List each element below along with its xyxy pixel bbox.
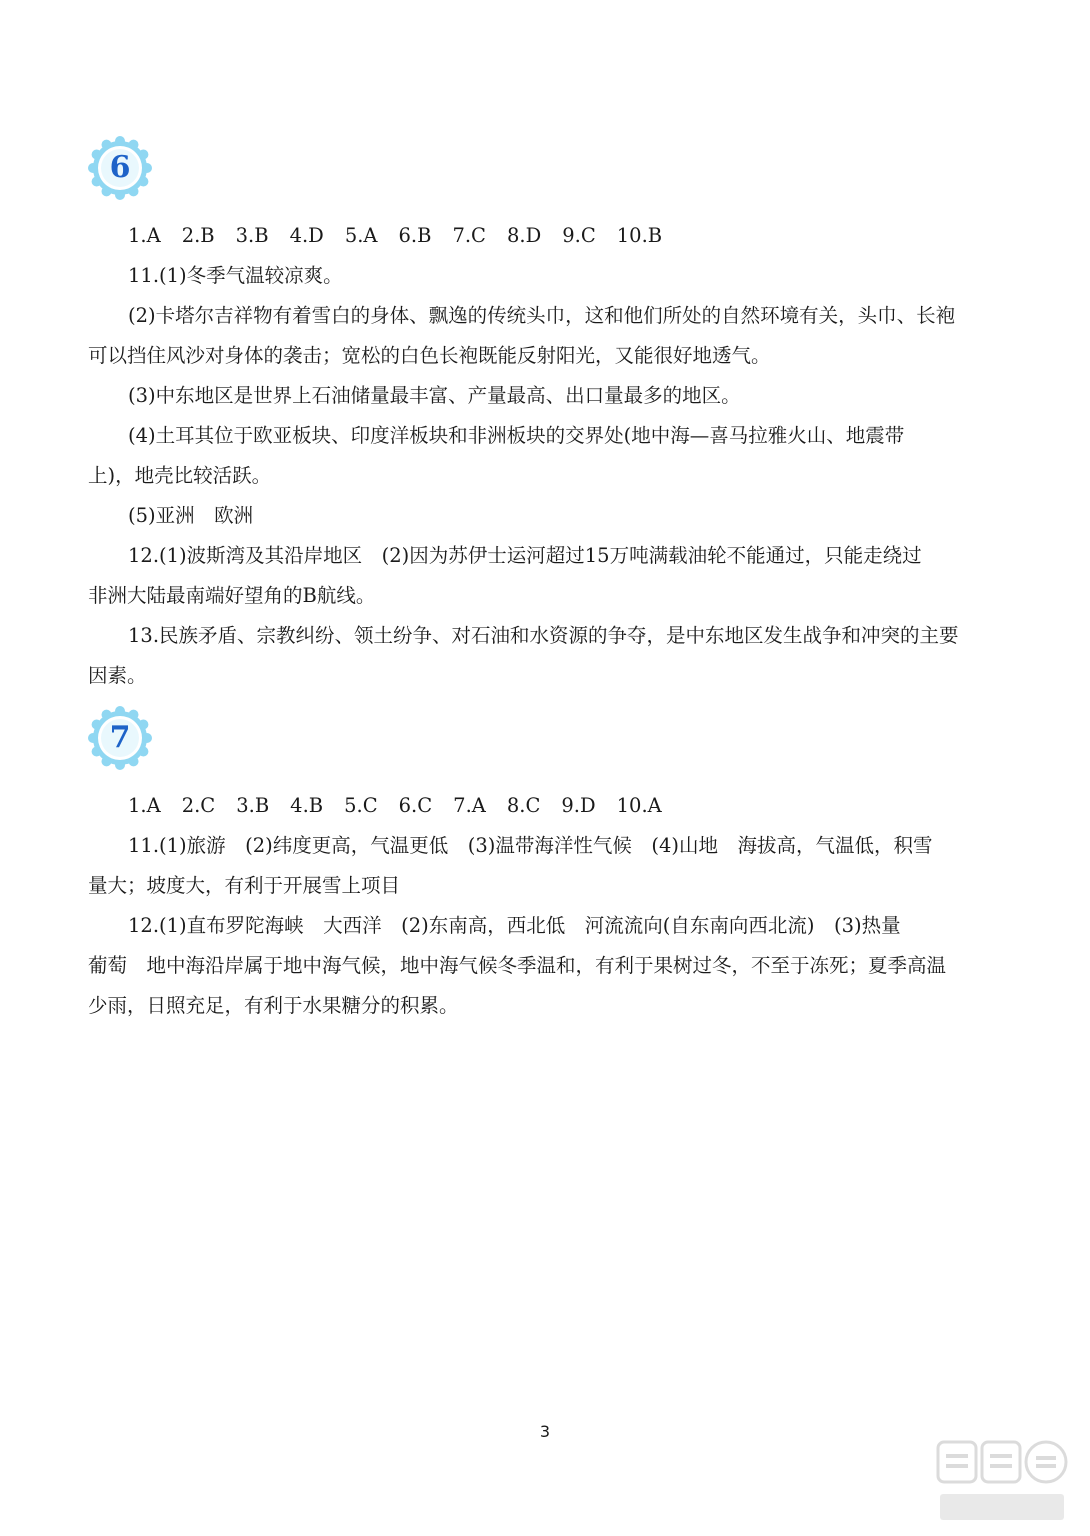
mc-answer: 2.B	[181, 224, 215, 247]
section-7	[88, 706, 1008, 1026]
mc-answer: 7.C	[452, 224, 486, 247]
answer-line: 12.(1)直布罗陀海峡 大西洋 (2)东南高，西北低 河流流向(自东南向西北流) (3)热量	[128, 914, 901, 937]
answer-line: 12.(1)波斯湾及其沿岸地区 (2)因为苏伊士运河超过15万吨满载油轮不能通过，只能走绕过	[128, 544, 922, 567]
answer-line: 11.(1)旅游 (2)纬度更高，气温更低 (3)温带海洋性气候 (4)山地 海拔高，气温低，积雪	[128, 834, 933, 857]
mc-answer: 2.C	[181, 794, 216, 817]
mc-answer: 9.D	[561, 794, 596, 817]
mc-answer: 6.B	[398, 224, 432, 247]
mc-answer: 5.C	[344, 794, 378, 817]
answer-line: 量大；坡度大，有利于开展雪上项目	[88, 874, 401, 897]
answer-line: 上)，地壳比较活跃。	[88, 464, 272, 487]
mc-answer: 10.A	[616, 794, 662, 817]
mc-answer: 9.C	[562, 224, 596, 247]
answer-line: (4)土耳其位于欧亚板块、印度洋板块和非洲板块的交界处(地中海—喜马拉雅火山、地震带	[128, 424, 905, 447]
answer-block	[88, 786, 1008, 1026]
answer-line: 葡萄 地中海沿岸属于地中海气候，地中海气候冬季温和，有利于果树过冬，不至于冻死；夏季高温	[88, 954, 947, 977]
answer-line: (3)中东地区是世界上石油储量最丰富、产量最高、出口量最多的地区。	[128, 384, 741, 407]
page-number: 3	[539, 1422, 551, 1441]
watermark-logo	[932, 1434, 1072, 1530]
mc-answer: 8.D	[506, 224, 542, 247]
answer-line: (2)卡塔尔吉祥物有着雪白的身体、飘逸的传统头巾，这和他们所处的自然环境有关，头巾、长袍	[128, 304, 956, 327]
mc-answer: 4.B	[290, 794, 324, 817]
answer-line: 11.(1)冬季气温较凉爽。	[128, 264, 343, 287]
multiple-choice-answers	[88, 216, 1008, 256]
answer-line: 因素。	[88, 664, 147, 687]
section-6	[88, 136, 1008, 696]
mc-answer: 1.A	[128, 224, 161, 247]
answer-line: 少雨，日照充足，有利于水果糖分的积累。	[88, 994, 459, 1017]
mc-answer: 6.C	[398, 794, 433, 817]
section-badge-6	[88, 136, 152, 200]
mc-answer: 3.B	[235, 224, 269, 247]
answer-line: 13.民族矛盾、宗教纠纷、领土纷争、对石油和水资源的争夺，是中东地区发生战争和冲突的主要	[128, 624, 959, 647]
mc-answer: 1.A	[128, 794, 161, 817]
multiple-choice-answers	[88, 786, 1008, 826]
mc-answer: 8.C	[506, 794, 541, 817]
mc-answer: 7.A	[453, 794, 486, 817]
answer-block	[88, 216, 1008, 696]
section-number: 7	[109, 720, 131, 755]
answer-line: 非洲大陆最南端好望角的B航线。	[88, 584, 376, 607]
answer-line: (5)亚洲 欧洲	[128, 504, 254, 527]
mc-answer: 3.B	[236, 794, 270, 817]
mc-answer: 10.B	[616, 224, 663, 247]
section-badge-7	[88, 706, 152, 770]
mc-answer: 5.A	[344, 224, 378, 247]
mc-answer: 4.D	[289, 224, 324, 247]
section-number: 6	[109, 150, 131, 185]
answer-line: 可以挡住风沙对身体的袭击；宽松的白色长袍既能反射阳光，又能很好地透气。	[88, 344, 771, 367]
